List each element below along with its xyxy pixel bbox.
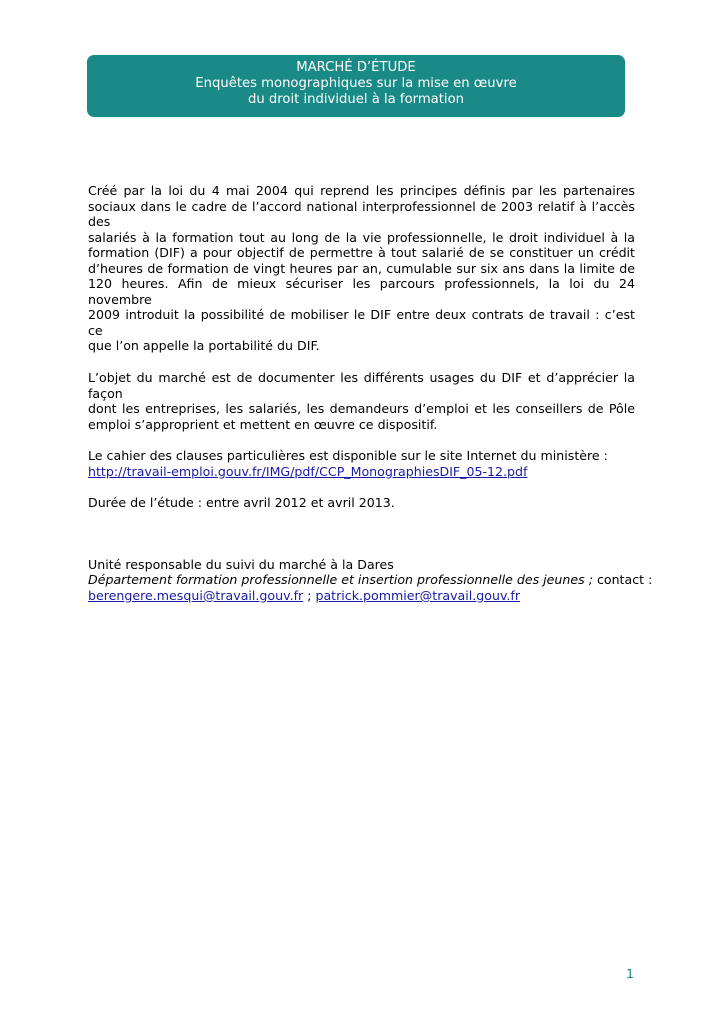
- email-link-pommier[interactable]: patrick.pommier@travail.gouv.fr: [315, 587, 521, 603]
- text-line: salariés à la formation tout au long de la vie professionnelle, le droit individuel à la: [88, 229, 635, 245]
- document-body: [88, 183, 653, 603]
- duration-text: Durée de l’étude : entre avril 2012 et avril 2013.: [88, 495, 395, 511]
- text-line: que l’on appelle la portabilité du DIF.: [88, 338, 320, 354]
- text-line: d’heures de formation de vingt heures par an, cumulable sur six ans dans la limite de: [88, 260, 635, 276]
- specifications-text: Le cahier des clauses particulières est disponible sur le site Internet du ministère :: [88, 448, 608, 464]
- email-separator: ;: [303, 587, 316, 603]
- page-number: 1: [625, 966, 634, 981]
- duration-paragraph: [88, 495, 635, 511]
- email-link-mesqui[interactable]: berengere.mesqui@travail.gouv.fr: [88, 587, 304, 603]
- text-line: 2009 introduit la possibilité de mobiliser le DIF entre deux contrats de travail : c’est ce: [88, 307, 635, 338]
- title-banner: [87, 55, 625, 117]
- contact-label: contact :: [592, 572, 653, 588]
- intro-paragraph: [88, 183, 635, 354]
- text-line: dont les entreprises, les salariés, les demandeurs d’emploi et les conseillers de Pôle: [88, 401, 635, 417]
- text-line: sociaux dans le cadre de l’accord national interprofessionnel de 2003 relatif à l’accès des: [88, 198, 635, 230]
- text-line: emploi s’approprient et mettent en œuvre ce dispositif.: [88, 416, 438, 432]
- contact-paragraph: [88, 556, 653, 604]
- specifications-paragraph: [88, 448, 635, 479]
- responsible-unit: Unité responsable du suivi du marché à la Dares: [88, 556, 394, 572]
- text-line: 120 heures. Afin de mieux sécuriser les parcours professionnels, la loi du 24 novembre: [88, 276, 635, 307]
- banner-subtitle-line2: du droit individuel à la formation: [247, 92, 465, 107]
- text-line: formation (DIF) a pour objectif de permettre à tout salarié de se constituer un crédit: [88, 245, 635, 261]
- department-name: Département formation professionnelle et insertion professionnelle des jeunes ;: [88, 572, 593, 588]
- banner-title: MARCHÉ D’ÉTUDE: [296, 60, 416, 75]
- objective-paragraph: [88, 370, 635, 432]
- text-line: Créé par la loi du 4 mai 2004 qui reprend les principes définis par les partenaires: [88, 183, 635, 198]
- text-line: L’objet du marché est de documenter les différents usages du DIF et d’apprécier la façon: [88, 370, 635, 401]
- specifications-link[interactable]: http://travail-emploi.gouv.fr/IMG/pdf/CCP_MonographiesDIF_05-12.pdf: [88, 463, 528, 479]
- banner-subtitle-line1: Enquêtes monographiques sur la mise en œuvre: [195, 76, 517, 91]
